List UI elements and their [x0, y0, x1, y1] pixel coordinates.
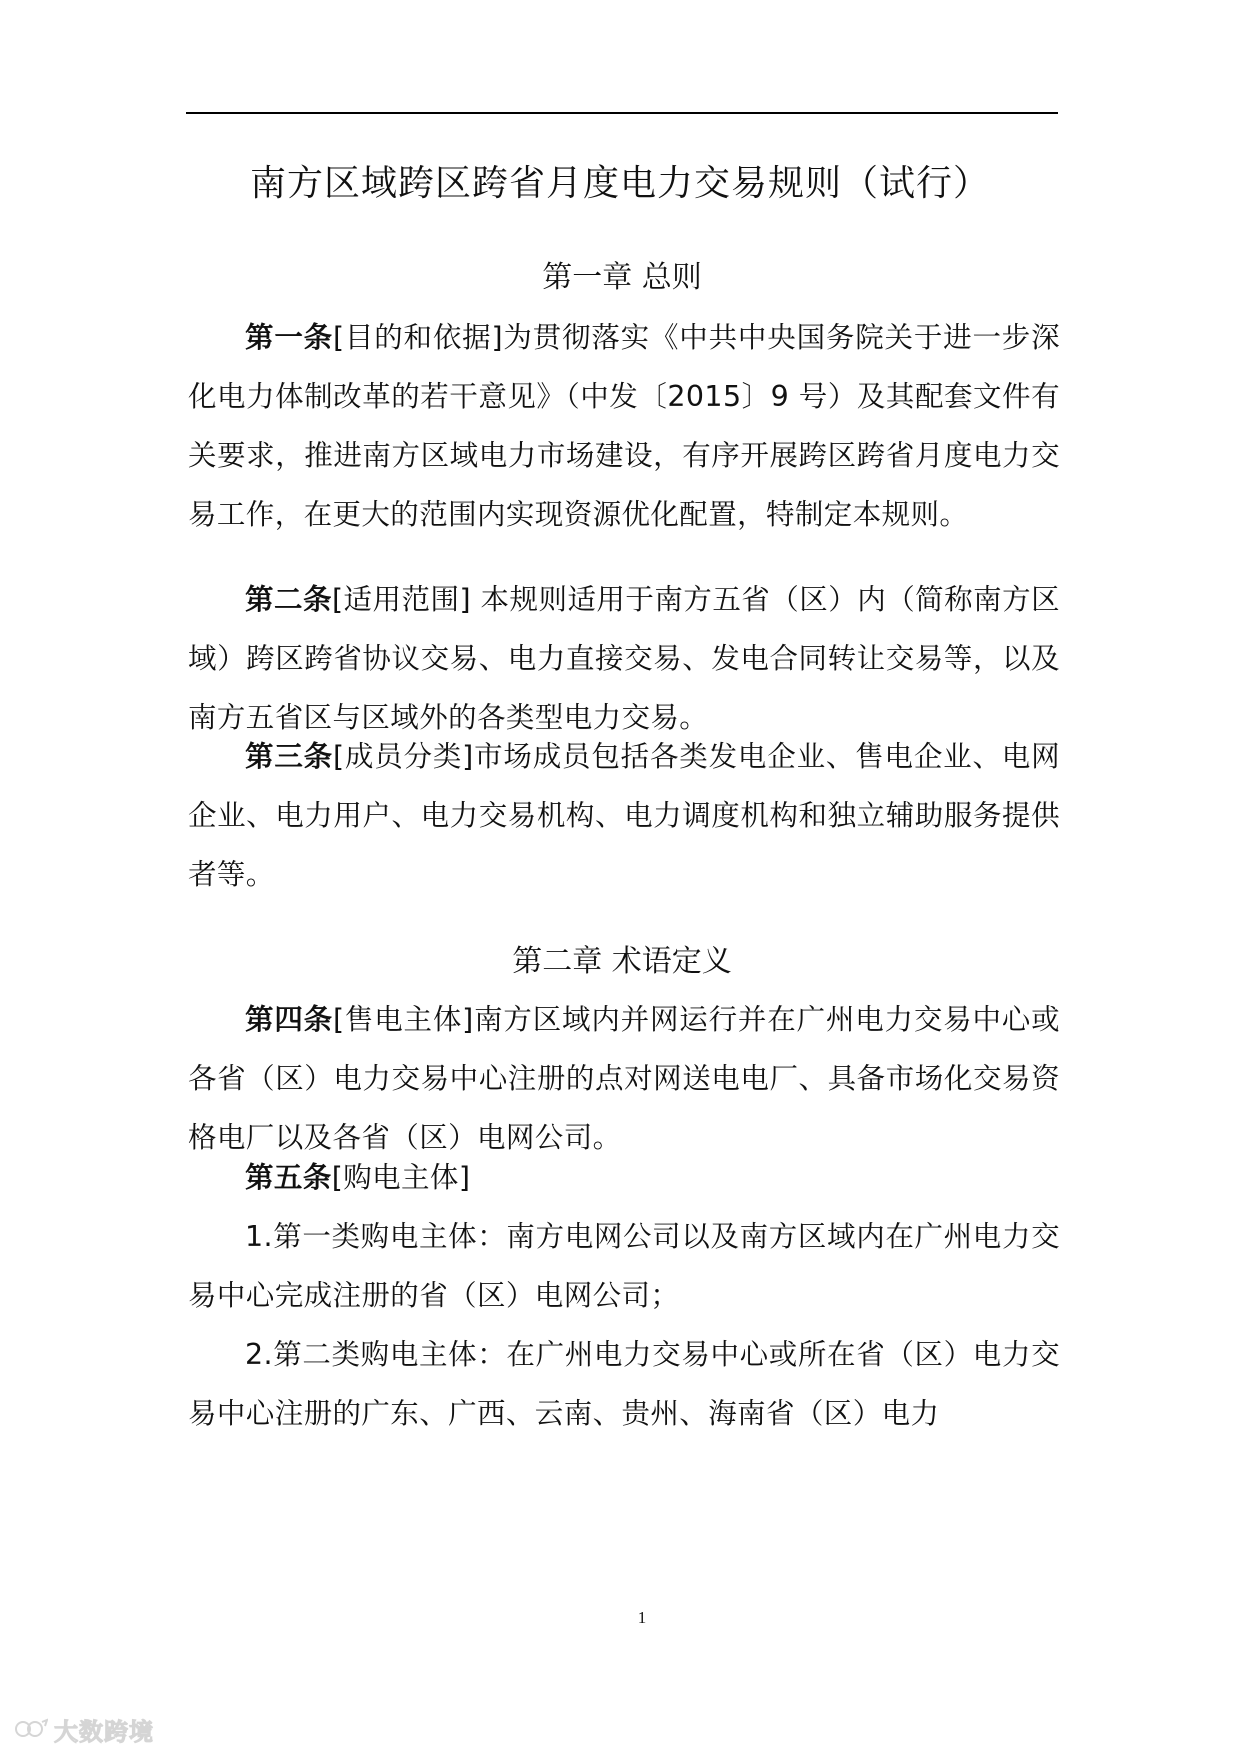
article-label: 第二条: [245, 583, 332, 616]
article-text: [目的和依据]为贯彻落实《中共中央国务院关于进一步深化电力体制改革的若干意见》（中发〔2015〕9 号）及其配套文件有关要求，推进南方区域电力市场建设，有序开展跨区跨省月度电力交易工作，在更大的范围内实现资源优化配置，特制定本规则。: [188, 321, 1060, 531]
chapter-heading-2: 第二章 术语定义: [512, 944, 732, 979]
header-rule: [186, 112, 1058, 114]
chapter-heading-1: 第一章 总则: [542, 260, 702, 295]
article-label: 第一条: [245, 321, 333, 354]
article-5-item-1: 1.第一类购电主体：南方电网公司以及南方区域内在广州电力交易中心完成注册的省（区）电网公司；: [188, 1220, 1060, 1312]
article-5: [188, 1148, 1060, 1443]
article-3: [188, 727, 1060, 904]
article-label: 第五条: [245, 1161, 332, 1194]
watermark: [14, 1714, 154, 1744]
article-4: [188, 990, 1060, 1167]
article-5-item-2: 2.第二类购电主体：在广州电力交易中心或所在省（区）电力交易中心注册的广东、广西、云南、贵州、海南省（区）电力: [188, 1338, 1060, 1430]
article-2: [188, 570, 1060, 747]
article-label: 第三条: [245, 740, 333, 773]
article-text: [购电主体]: [331, 1161, 471, 1194]
logo-mark-icon: [14, 1716, 48, 1742]
article-text: [适用范围] 本规则适用于南方五省（区）内（简称南方区域）跨区跨省协议交易、电力直接交易、发电合同转让交易等，以及南方五省区与区域外的各类型电力交易。: [188, 583, 1060, 734]
article-text: [成员分类]市场成员包括各类发电企业、售电企业、电网企业、电力用户、电力交易机构、电力调度机构和独立辅助服务提供者等。: [188, 740, 1060, 891]
document-title: 南方区域跨区跨省月度电力交易规则（试行）: [249, 163, 990, 204]
article-1: [188, 308, 1060, 544]
article-text: [售电主体]南方区域内并网运行并在广州电力交易中心或各省（区）电力交易中心注册的点对网送电电厂、具备市场化交易资格电厂以及各省（区）电网公司。: [188, 1003, 1060, 1154]
page-number: 1: [637, 1608, 647, 1627]
article-label: 第四条: [245, 1003, 333, 1036]
watermark-text: 大数跨境: [54, 1717, 154, 1746]
